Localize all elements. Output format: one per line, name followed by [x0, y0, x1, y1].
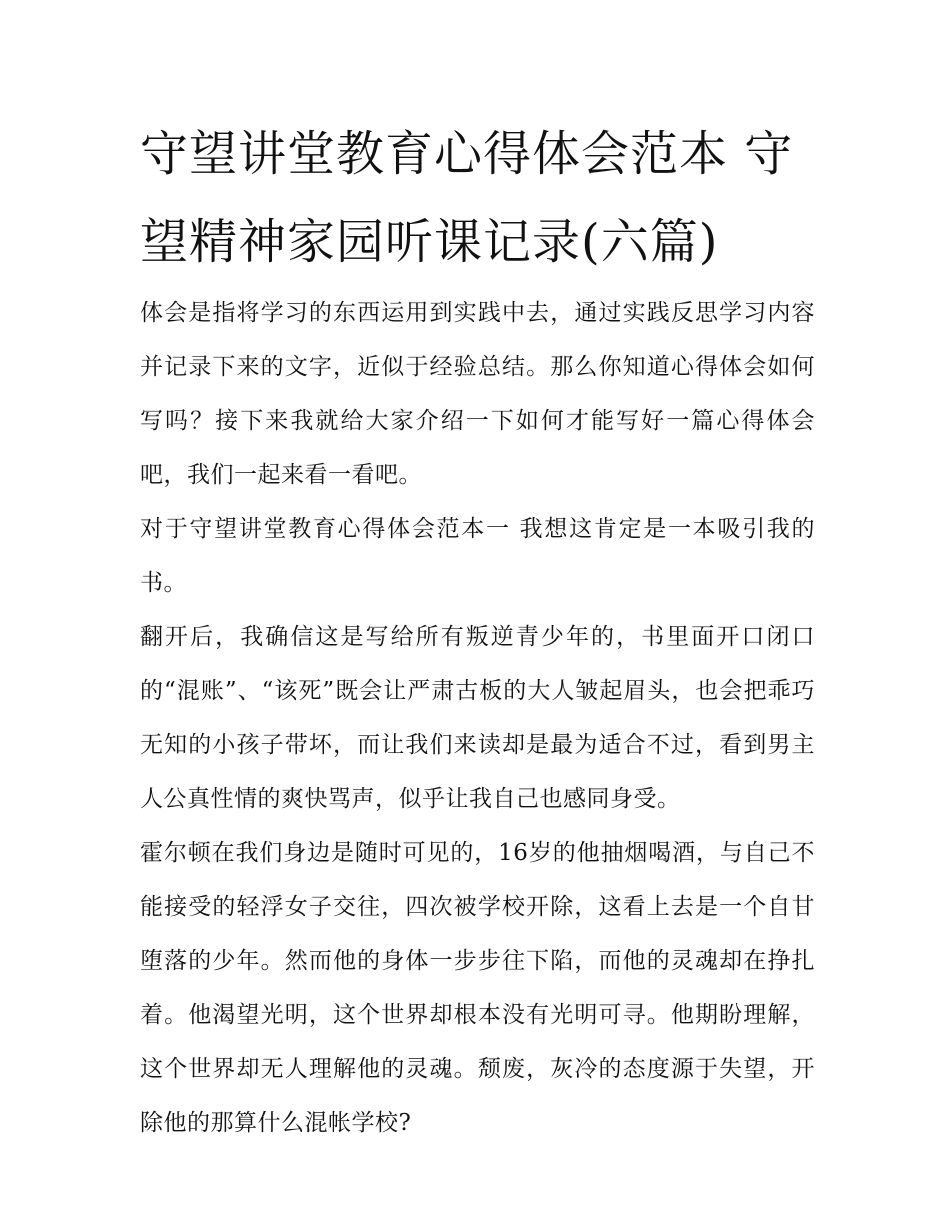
- paragraph-sample-one: 对于守望讲堂教育心得体会范本一 我想这肯定是一本吸引我的书。: [140, 516, 815, 596]
- document-body: [140, 110, 815, 1150]
- paragraph-holden: 霍尔顿在我们身边是随时可见的，16岁的他抽烟喝酒，与自己不能接受的轻浮女子交往，四次被学校开除，这看上去是一个自甘堕落的少年。然而他的身体一步步往下陷，而他的灵魂却在挣扎着。他渴望光明，这个世界却根本没有光明可寻。他期盼理解，这个世界却无人理解他的灵魂。颓废，灰冷的态度源于失望，开除他的那算什么混帐学校?: [140, 840, 815, 1136]
- paragraph-opening-impression: 翻开后，我确信这是写给所有叛逆青少年的，书里面开口闭口的“混账”、“该死”既会让严肃古板的大人皱起眉头，也会把乖巧无知的小孩子带坏，而让我们来读却是最为适合不过，看到男主人公真性情的爽快骂声，似乎让我自己也感同身受。: [140, 624, 815, 812]
- paragraph-intro: 体会是指将学习的东西运用到实践中去，通过实践反思学习内容并记录下来的文字，近似于经验总结。那么你知道心得体会如何写吗？接下来我就给大家介绍一下如何才能写好一篇心得体会吧，我们一起来看一看吧。: [140, 300, 815, 488]
- document-title: 守望讲堂教育心得体会范本 守望精神家园听课记录(六篇): [140, 126, 794, 270]
